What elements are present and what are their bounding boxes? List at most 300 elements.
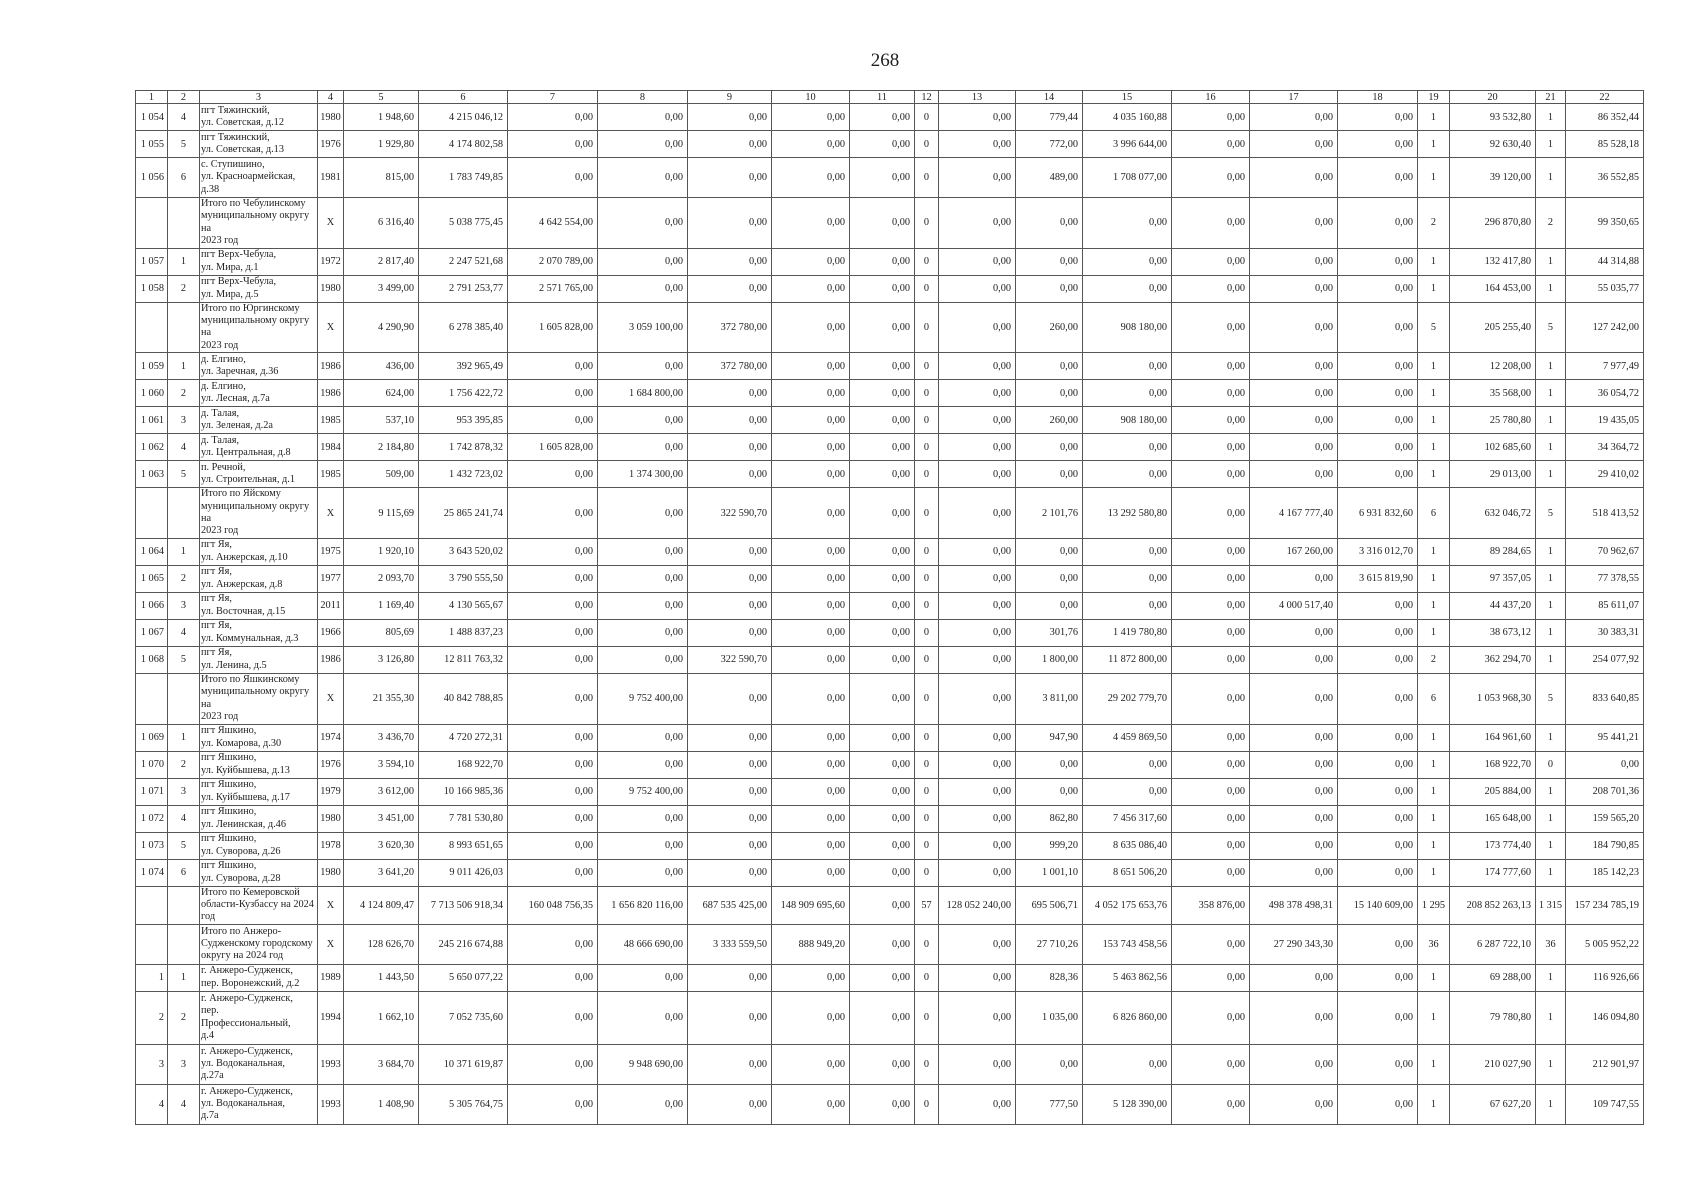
table-cell: 1 061 (136, 407, 168, 434)
table-cell: 0,00 (688, 198, 772, 249)
table-cell: 3 811,00 (1016, 673, 1083, 724)
table-cell: 1 (1536, 619, 1566, 646)
table-cell: 1 (1418, 104, 1450, 131)
table-cell: X (318, 924, 344, 964)
table-cell: 7 977,49 (1566, 353, 1644, 380)
table-cell: 0 (915, 778, 939, 805)
table-cell: 1 (168, 964, 200, 991)
table-cell: 1 (1536, 724, 1566, 751)
table-cell: 0,00 (1250, 724, 1338, 751)
table-cell: 777,50 (1016, 1084, 1083, 1124)
table-cell: 1 (1536, 104, 1566, 131)
table-cell: 11 872 800,00 (1083, 646, 1172, 673)
table-cell (168, 924, 200, 964)
table-cell: 0,00 (939, 724, 1016, 751)
table-cell: 0,00 (1172, 778, 1250, 805)
table-cell: 1985 (318, 461, 344, 488)
table-cell: 0,00 (939, 302, 1016, 353)
table-row (136, 158, 1644, 198)
table-cell: 5 (168, 832, 200, 859)
table-cell: 0,00 (850, 198, 915, 249)
table-cell: 0,00 (1016, 1044, 1083, 1084)
table-cell: 2 247 521,68 (419, 248, 508, 275)
table-cell: 0,00 (598, 131, 688, 158)
table-cell: 0,00 (1016, 434, 1083, 461)
table-cell: 173 774,40 (1450, 832, 1536, 859)
table-cell: 0,00 (1250, 380, 1338, 407)
table-cell: 44 437,20 (1450, 592, 1536, 619)
table-cell: 0,00 (850, 302, 915, 353)
table-cell: 0 (915, 380, 939, 407)
table-cell: 160 048 756,35 (508, 886, 598, 924)
table-cell: 205 255,40 (1450, 302, 1536, 353)
table-cell: 3 643 520,02 (419, 538, 508, 565)
table-cell: 436,00 (344, 353, 419, 380)
table-row (136, 1084, 1644, 1124)
column-header: 2 (168, 91, 200, 104)
table-cell: 0,00 (598, 565, 688, 592)
table-cell: 0,00 (1338, 353, 1418, 380)
table-cell: 8 635 086,40 (1083, 832, 1172, 859)
address-cell: пгт Яшкино, ул. Куйбышева, д.13 (200, 751, 318, 778)
table-cell: 1 (1418, 538, 1450, 565)
table-cell: 0,00 (1250, 619, 1338, 646)
table-cell: 0,00 (1338, 461, 1418, 488)
table-cell: 1 (1536, 158, 1566, 198)
table-cell: 1976 (318, 131, 344, 158)
table-cell: 0,00 (772, 434, 850, 461)
table-cell: 210 027,90 (1450, 1044, 1536, 1084)
table-cell: 4 459 869,50 (1083, 724, 1172, 751)
table-cell: 6 (168, 859, 200, 886)
table-cell: 0 (915, 619, 939, 646)
table-cell: 0,00 (1016, 248, 1083, 275)
table-cell: 1 (1418, 131, 1450, 158)
table-cell: 1980 (318, 275, 344, 302)
table-cell: 1 488 837,23 (419, 619, 508, 646)
table-cell: 0,00 (508, 461, 598, 488)
table-cell: 1980 (318, 805, 344, 832)
table-cell (168, 886, 200, 924)
table-row (136, 778, 1644, 805)
table-cell: 1 (1418, 158, 1450, 198)
table-cell: 79 780,80 (1450, 991, 1536, 1044)
table-cell: 0 (915, 434, 939, 461)
table-cell: 184 790,85 (1566, 832, 1644, 859)
table-cell: 0,00 (1016, 461, 1083, 488)
table-cell: 372 780,00 (688, 302, 772, 353)
table-row (136, 619, 1644, 646)
table-cell: 0,00 (939, 158, 1016, 198)
table-cell: 5 038 775,45 (419, 198, 508, 249)
table-cell: 301,76 (1016, 619, 1083, 646)
table-cell: 1 708 077,00 (1083, 158, 1172, 198)
table-cell: 0,00 (772, 1084, 850, 1124)
table-cell: 6 931 832,60 (1338, 488, 1418, 539)
table-cell: 0,00 (1083, 461, 1172, 488)
table-cell: 779,44 (1016, 104, 1083, 131)
table-cell: 6 (168, 158, 200, 198)
column-header: 4 (318, 91, 344, 104)
table-cell: 3 126,80 (344, 646, 419, 673)
table-cell: 1 (136, 964, 168, 991)
table-cell: 0,00 (1250, 964, 1338, 991)
table-cell: 489,00 (1016, 158, 1083, 198)
table-cell: 1 059 (136, 353, 168, 380)
table-cell: 69 288,00 (1450, 964, 1536, 991)
table-cell: 212 901,97 (1566, 1044, 1644, 1084)
table-cell: 3 612,00 (344, 778, 419, 805)
table-cell: 102 685,60 (1450, 434, 1536, 461)
table-cell: 0,00 (1338, 592, 1418, 619)
table-cell: 1 067 (136, 619, 168, 646)
table-cell: 1 (168, 538, 200, 565)
table-cell: 7 713 506 918,34 (419, 886, 508, 924)
table-cell: 0,00 (688, 751, 772, 778)
subtotal-row (136, 673, 1644, 724)
table-cell: 0,00 (1338, 407, 1418, 434)
table-cell: 0 (915, 751, 939, 778)
table-cell: 0,00 (508, 832, 598, 859)
table-cell: 0,00 (1250, 805, 1338, 832)
table-cell: 0,00 (508, 353, 598, 380)
table-cell: 0,00 (688, 538, 772, 565)
table-cell: 0,00 (939, 565, 1016, 592)
table-cell: 148 909 695,60 (772, 886, 850, 924)
address-cell: Итого по Яшкинскому муниципальному округу на 2023 год (200, 673, 318, 724)
table-cell: 0,00 (850, 924, 915, 964)
table-cell: 0 (915, 805, 939, 832)
table-cell: 0,00 (939, 488, 1016, 539)
table-cell: 3 451,00 (344, 805, 419, 832)
table-cell: 3 (136, 1044, 168, 1084)
table-cell: 0,00 (1250, 407, 1338, 434)
address-cell: пгт Тяжинский, ул. Советская, д.12 (200, 104, 318, 131)
table-cell: 0,00 (598, 832, 688, 859)
table-cell: 6 (1418, 488, 1450, 539)
table-cell: 2 (1418, 646, 1450, 673)
table-cell: X (318, 488, 344, 539)
table-row (136, 353, 1644, 380)
column-header: 6 (419, 91, 508, 104)
table-cell: 1 (1418, 353, 1450, 380)
table-cell: 4 720 272,31 (419, 724, 508, 751)
table-cell: X (318, 302, 344, 353)
table-cell: 0,00 (1250, 275, 1338, 302)
table-cell: 518 413,52 (1566, 488, 1644, 539)
table-cell: 1 742 878,32 (419, 434, 508, 461)
page-number: 268 (870, 50, 900, 71)
table-cell: 0 (1536, 751, 1566, 778)
table-cell: 1986 (318, 380, 344, 407)
table-cell: 0,00 (1172, 131, 1250, 158)
table-cell: 165 648,00 (1450, 805, 1536, 832)
table-cell: 7 052 735,60 (419, 991, 508, 1044)
table-cell: 109 747,55 (1566, 1084, 1644, 1124)
table-cell: 0,00 (1338, 724, 1418, 751)
table-cell: 164 453,00 (1450, 275, 1536, 302)
table-row (136, 275, 1644, 302)
table-row (136, 646, 1644, 673)
table-cell: 1 (1536, 964, 1566, 991)
table-cell: 0,00 (1250, 832, 1338, 859)
table-cell: 260,00 (1016, 302, 1083, 353)
table-cell: 1 (1418, 724, 1450, 751)
table-cell: 0,00 (508, 751, 598, 778)
table-cell: 245 216 674,88 (419, 924, 508, 964)
table-cell: 93 532,80 (1450, 104, 1536, 131)
table-cell: 4 035 160,88 (1083, 104, 1172, 131)
table-cell: 0,00 (850, 565, 915, 592)
table-cell: 0,00 (1250, 646, 1338, 673)
address-cell: д. Талая, ул. Зеленая, д.2а (200, 407, 318, 434)
table-cell: 1 432 723,02 (419, 461, 508, 488)
table-cell: 1 064 (136, 538, 168, 565)
table-cell: 10 166 985,36 (419, 778, 508, 805)
table-cell: 0,00 (508, 673, 598, 724)
address-cell: г. Анжеро-Судженск, пер. Воронежский, д.2 (200, 964, 318, 991)
table-cell: 0,00 (508, 565, 598, 592)
table-cell: 0,00 (772, 353, 850, 380)
address-cell: пгт Яя, ул. Ленина, д.5 (200, 646, 318, 673)
table-cell: 0,00 (772, 832, 850, 859)
table-cell: 0,00 (939, 673, 1016, 724)
table-cell: 0,00 (850, 158, 915, 198)
table-cell: 0,00 (1338, 104, 1418, 131)
table-cell: 0,00 (1338, 131, 1418, 158)
table-cell: 12 208,00 (1450, 353, 1536, 380)
table-cell: 1 062 (136, 434, 168, 461)
column-header: 9 (688, 91, 772, 104)
table-cell: 0,00 (939, 832, 1016, 859)
table-cell: 1 072 (136, 805, 168, 832)
table-cell: 0 (915, 832, 939, 859)
table-cell: 0,00 (1172, 461, 1250, 488)
address-cell: Итого по Яйскому муниципальному округу на 2023 год (200, 488, 318, 539)
table-cell: X (318, 198, 344, 249)
table-cell: 0,00 (850, 619, 915, 646)
table-cell: 0,00 (598, 724, 688, 751)
table-cell: 0,00 (508, 380, 598, 407)
table-cell: 208 701,36 (1566, 778, 1644, 805)
table-cell: 0,00 (688, 434, 772, 461)
table-cell: 9 752 400,00 (598, 778, 688, 805)
table-cell: 4 124 809,47 (344, 886, 419, 924)
table-cell: 0,00 (1338, 805, 1418, 832)
table-cell: 1 605 828,00 (508, 434, 598, 461)
table-cell: 1984 (318, 434, 344, 461)
table-cell: 0,00 (939, 646, 1016, 673)
table-cell: 0,00 (939, 991, 1016, 1044)
table-cell: 0,00 (1172, 353, 1250, 380)
table-cell: 1 (1536, 832, 1566, 859)
address-cell: Итого по Кемеровской области-Кузбассу на 2024 год (200, 886, 318, 924)
table-cell: 4 (168, 434, 200, 461)
table-cell: 0,00 (939, 778, 1016, 805)
table-cell: 6 (1418, 673, 1450, 724)
table-cell: 0,00 (1338, 991, 1418, 1044)
table-cell: 1 (1536, 461, 1566, 488)
table-cell: 21 355,30 (344, 673, 419, 724)
table-cell: 908 180,00 (1083, 407, 1172, 434)
table-cell: 1 (1418, 964, 1450, 991)
table-cell: 4 (168, 805, 200, 832)
column-header: 10 (772, 91, 850, 104)
address-cell: д. Елгино, ул. Лесная, д.7а (200, 380, 318, 407)
table-cell: 1993 (318, 1084, 344, 1124)
table-cell: 0,00 (1250, 104, 1338, 131)
table-cell: 0,00 (850, 964, 915, 991)
table-cell (168, 673, 200, 724)
table-cell: 1974 (318, 724, 344, 751)
table-cell: 0,00 (1172, 924, 1250, 964)
table-cell: 55 035,77 (1566, 275, 1644, 302)
table-cell: 3 620,30 (344, 832, 419, 859)
table-cell: 0,00 (1172, 751, 1250, 778)
table-cell: 1985 (318, 407, 344, 434)
table-cell (136, 198, 168, 249)
table-cell: 0,00 (598, 104, 688, 131)
table-cell: 0,00 (1083, 538, 1172, 565)
table-cell: 695 506,71 (1016, 886, 1083, 924)
table-cell: 2 571 765,00 (508, 275, 598, 302)
table-cell: 1 (1418, 565, 1450, 592)
table-cell: 25 865 241,74 (419, 488, 508, 539)
column-header: 13 (939, 91, 1016, 104)
table-row (136, 805, 1644, 832)
table-cell: 0,00 (772, 275, 850, 302)
table-cell: 1 055 (136, 131, 168, 158)
table-cell: 2011 (318, 592, 344, 619)
table-cell: 0,00 (688, 461, 772, 488)
table-cell: 1 (1536, 592, 1566, 619)
table-cell: 1 066 (136, 592, 168, 619)
table-cell: 30 383,31 (1566, 619, 1644, 646)
table-cell: 624,00 (344, 380, 419, 407)
table-cell: 0,00 (508, 964, 598, 991)
table-cell: 29 202 779,70 (1083, 673, 1172, 724)
address-cell: пгт Яя, ул. Восточная, д.15 (200, 592, 318, 619)
table-cell: 0,00 (598, 646, 688, 673)
table-cell: 0,00 (598, 619, 688, 646)
table-cell: 0,00 (1172, 832, 1250, 859)
table-cell: 3 316 012,70 (1338, 538, 1418, 565)
table-cell: 48 666 690,00 (598, 924, 688, 964)
table-cell: 0,00 (1250, 991, 1338, 1044)
table-cell: 0,00 (772, 751, 850, 778)
table-cell: 146 094,80 (1566, 991, 1644, 1044)
table-cell: 1980 (318, 104, 344, 131)
table-cell: 1 783 749,85 (419, 158, 508, 198)
table-cell: 8 651 506,20 (1083, 859, 1172, 886)
table-cell: 0,00 (508, 859, 598, 886)
address-cell: пгт Яшкино, ул. Куйбышева, д.17 (200, 778, 318, 805)
table-cell: 0,00 (1250, 859, 1338, 886)
address-cell: пгт Верх-Чебула, ул. Мира, д.1 (200, 248, 318, 275)
table-cell: 0,00 (1250, 198, 1338, 249)
table-cell: 0 (915, 302, 939, 353)
table-cell: 0,00 (1250, 353, 1338, 380)
table-cell: 5 128 390,00 (1083, 1084, 1172, 1124)
subtotal-row (136, 488, 1644, 539)
table-cell: 0,00 (772, 380, 850, 407)
table-cell (136, 924, 168, 964)
table-cell: 7 781 530,80 (419, 805, 508, 832)
table-cell: 362 294,70 (1450, 646, 1536, 673)
table-cell: 2 (168, 991, 200, 1044)
table-cell: 0,00 (1250, 461, 1338, 488)
table-cell: 0,00 (1338, 380, 1418, 407)
table-cell: 1 (1536, 538, 1566, 565)
table-cell: 3 996 644,00 (1083, 131, 1172, 158)
table-cell: 0,00 (1172, 275, 1250, 302)
table-cell: 1 (1536, 991, 1566, 1044)
table-cell: 1 (1418, 619, 1450, 646)
table-cell: 0,00 (508, 805, 598, 832)
table-cell: 1 374 300,00 (598, 461, 688, 488)
table-cell (136, 488, 168, 539)
table-cell: 2 093,70 (344, 565, 419, 592)
table-cell: 1 (1418, 1044, 1450, 1084)
table-cell: 153 743 458,56 (1083, 924, 1172, 964)
table-cell: 1 069 (136, 724, 168, 751)
table-cell: 3 (168, 592, 200, 619)
table-cell: 0,00 (939, 198, 1016, 249)
table-cell: 1 (1418, 248, 1450, 275)
table-cell: 0,00 (1338, 1084, 1418, 1124)
table-cell: 4 174 802,58 (419, 131, 508, 158)
table-cell: 0 (915, 991, 939, 1044)
table-cell: 1 169,40 (344, 592, 419, 619)
table-cell: 0,00 (598, 991, 688, 1044)
table-cell: 0,00 (508, 104, 598, 131)
table-cell: 0 (915, 646, 939, 673)
table-cell: 0,00 (1250, 131, 1338, 158)
table-cell: 6 826 860,00 (1083, 991, 1172, 1044)
data-table (135, 90, 1644, 1125)
table-cell: 185 142,23 (1566, 859, 1644, 886)
table-cell: 0,00 (772, 407, 850, 434)
table-cell: X (318, 673, 344, 724)
table-cell: 1976 (318, 751, 344, 778)
table-cell: 0,00 (1338, 158, 1418, 198)
table-row (136, 434, 1644, 461)
table-cell: 1980 (318, 859, 344, 886)
table-cell: 0,00 (508, 592, 598, 619)
table-cell: 5 463 862,56 (1083, 964, 1172, 991)
table-cell: 1 (1418, 991, 1450, 1044)
header-row (136, 91, 1644, 104)
table-cell: 5 (168, 461, 200, 488)
table-cell: 1 065 (136, 565, 168, 592)
table-cell: 0 (915, 275, 939, 302)
table-cell: 0 (915, 592, 939, 619)
table-cell: 0,00 (1083, 380, 1172, 407)
address-cell: пгт Яшкино, ул. Комарова, д.30 (200, 724, 318, 751)
table-cell: 77 378,55 (1566, 565, 1644, 592)
table-cell: 0,00 (1172, 724, 1250, 751)
table-cell: 509,00 (344, 461, 419, 488)
table-row (136, 565, 1644, 592)
table-cell: 0,00 (939, 1044, 1016, 1084)
table-cell: 4 000 517,40 (1250, 592, 1338, 619)
table-cell: 0,00 (598, 434, 688, 461)
table-cell: 0,00 (1566, 751, 1644, 778)
table-cell: 0,00 (772, 158, 850, 198)
table-cell: 1975 (318, 538, 344, 565)
table-cell: 0,00 (1016, 778, 1083, 805)
table-cell: 537,10 (344, 407, 419, 434)
